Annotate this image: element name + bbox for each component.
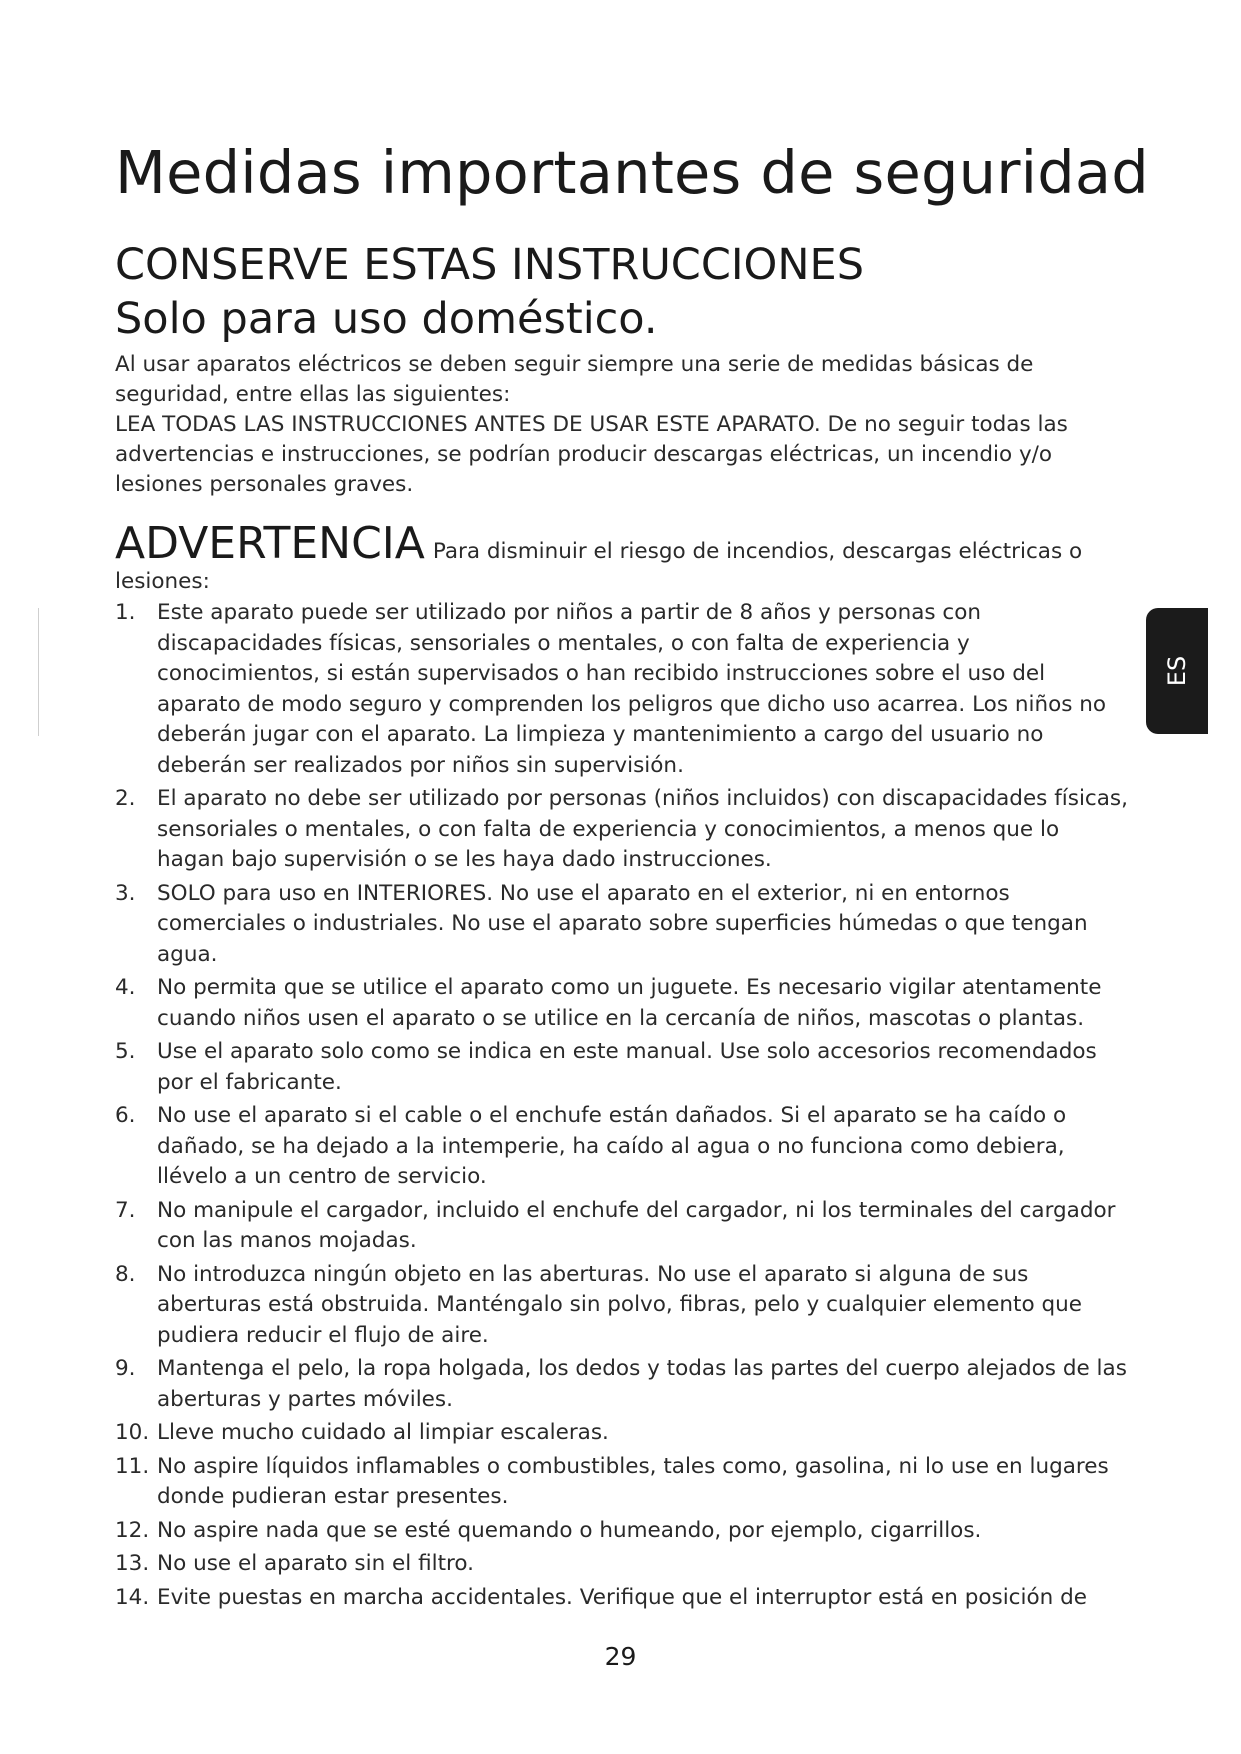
- list-item: [115, 973, 1130, 1034]
- language-tab: [1146, 608, 1208, 734]
- list-item-number: 1.: [115, 600, 136, 625]
- list-item-number: 10.: [115, 1420, 150, 1445]
- list-item-number: 12.: [115, 1517, 150, 1543]
- list-item-number: 9.: [115, 1356, 136, 1381]
- list-item-number: 6.: [115, 1103, 136, 1128]
- margin-rule: [38, 608, 39, 736]
- page-title: Medidas importantes de seguridad: [115, 138, 1149, 207]
- list-item-text: Use el aparato solo como se indica en este manual. Use solo accesorios recomendados por el fabricante.: [157, 1039, 1097, 1095]
- list-item: [115, 1354, 1130, 1415]
- list-item: [115, 1418, 1130, 1449]
- list-item-text: Mantenga el pelo, la ropa holgada, los dedos y todas las partes del cuerpo alejados de las aberturas y partes móviles.: [157, 1356, 1127, 1412]
- list-item: [115, 1196, 1130, 1257]
- list-item: [115, 598, 1130, 781]
- list-item-text: Evite puestas en marcha accidentales. Verifique que el interruptor está en posición de: [157, 1584, 1087, 1610]
- list-item-text: No use el aparato si el cable o el enchufe están dañados. Si el aparato se ha caído o dañado, se ha dejado a la intemperie, ha caído al agua o no funciona como debiera, llévelo a un centro de servicio.: [157, 1103, 1067, 1189]
- list-item: [115, 1101, 1130, 1193]
- list-item-text: No aspire nada que se esté quemando o humeando, por ejemplo, cigarrillos.: [157, 1517, 982, 1543]
- list-item-text: Este aparato puede ser utilizado por niños a partir de 8 años y personas con discapacidades físicas, sensoriales o mentales, o con falta de experiencia y conocimientos, si están supervisados o han recibido instrucciones sobre el uso del aparato de modo seguro y comprenden los peligros que dicho uso acarrea. Los niños no deberán jugar con el aparato. La limpieza y mantenimiento a cargo del usuario no deberán ser realizados por niños sin supervisión.: [157, 600, 1107, 778]
- list-item-text: No aspire líquidos inflamables o combustibles, tales como, gasolina, ni lo use en lugares donde pudieran estar presentes.: [157, 1453, 1109, 1509]
- list-item-number: 2.: [115, 786, 136, 811]
- list-item: [115, 1037, 1130, 1098]
- list-item-text: El aparato no debe ser utilizado por personas (niños incluidos) con discapacidades físicas, sensoriales o mentales, o con falta de experiencia y conocimientos, a menos que lo hagan bajo supervisión o se les haya dado instrucciones.: [157, 786, 1128, 872]
- list-item: [115, 879, 1130, 971]
- list-item-number: 13.: [115, 1551, 150, 1576]
- list-item-text: No manipule el cargador, incluido el enchufe del cargador, ni los terminales del cargador con las manos mojadas.: [157, 1197, 1116, 1253]
- list-item: [115, 1583, 1130, 1614]
- list-item-number: 11.: [115, 1453, 150, 1479]
- list-item: [115, 1260, 1130, 1352]
- list-item: [115, 1549, 1130, 1580]
- list-item-text: SOLO para uso en INTERIORES. No use el aparato en el exterior, ni en entornos comerciales o industriales. No use el aparato sobre superficies húmedas o que tengan agua.: [157, 880, 1088, 967]
- warning-block: [115, 518, 1125, 597]
- list-item-text: Lleve mucho cuidado al limpiar escaleras.: [157, 1420, 609, 1445]
- language-tab-label: ES: [1163, 655, 1191, 687]
- list-item-number: 7.: [115, 1197, 136, 1223]
- list-item: [115, 1516, 1130, 1547]
- household-use-heading: Solo para uso doméstico.: [115, 294, 658, 344]
- intro-paragraph-2: LEA TODAS LAS INSTRUCCIONES ANTES DE USAR ESTE APARATO. De no seguir todas las advertencias e instrucciones, se podrían producir descargas eléctricas, un incendio y/o lesiones personales graves.: [115, 412, 1068, 497]
- list-item: [115, 784, 1130, 876]
- intro-text: [115, 350, 1125, 500]
- list-item-text: No use el aparato sin el filtro.: [157, 1551, 475, 1576]
- list-item-number: 5.: [115, 1039, 136, 1064]
- list-item-number: 3.: [115, 880, 136, 906]
- list-item-number: 8.: [115, 1261, 136, 1287]
- list-item-text: No introduzca ningún objeto en las aberturas. No use el aparato si alguna de sus aberturas está obstruida. Manténgalo sin polvo, fibras, pelo y cualquier elemento que pudiera reducir el flujo de aire.: [157, 1261, 1082, 1348]
- warning-lead: Para disminuir el riesgo de incendios, descargas eléctricas o lesiones:: [115, 539, 1083, 594]
- warning-heading: ADVERTENCIA: [115, 518, 425, 569]
- page-number: 29: [604, 1642, 637, 1671]
- safety-rules-list: [115, 598, 1130, 1616]
- list-item: [115, 1452, 1130, 1513]
- list-item-number: 4.: [115, 975, 136, 1000]
- list-item-text: No permita que se utilice el aparato como un juguete. Es necesario vigilar atentamente cuando niños usen el aparato o se utilice en la cercanía de niños, mascotas o plantas.: [157, 975, 1102, 1031]
- keep-instructions-heading: CONSERVE ESTAS INSTRUCCIONES: [115, 240, 865, 290]
- list-item-number: 14.: [115, 1584, 150, 1610]
- intro-paragraph-1: Al usar aparatos eléctricos se deben seguir siempre una serie de medidas básicas de seguridad, entre ellas las siguientes:: [115, 352, 1034, 407]
